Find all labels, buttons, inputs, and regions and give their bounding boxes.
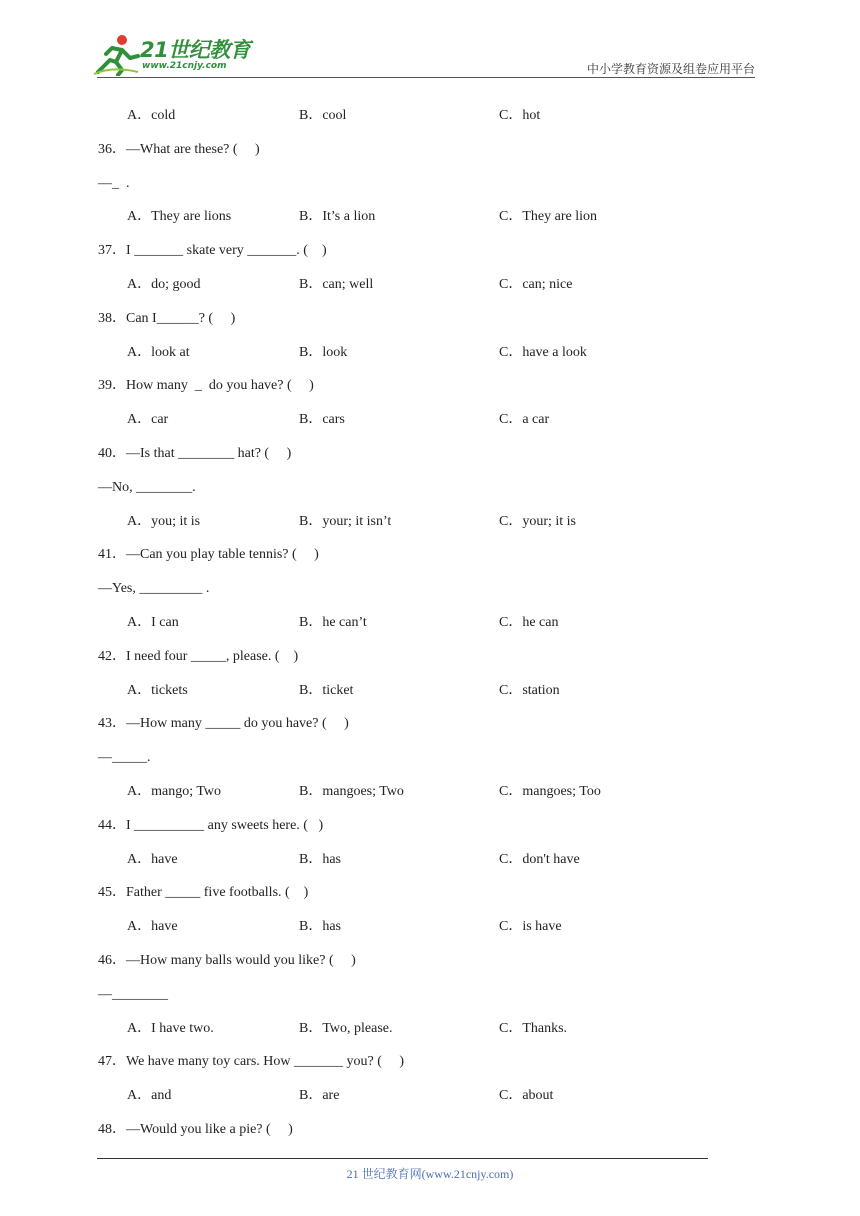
option-a: A．tickets <box>127 683 188 698</box>
question-text: 36．—What are these? ( ) <box>98 142 260 157</box>
option-b: B．has <box>299 852 341 867</box>
option-a: A．I can <box>127 615 179 630</box>
question-text: 40．—Is that ________ hat? ( ) <box>98 446 292 461</box>
option-a: A．They are lions <box>127 209 232 224</box>
option-a: A．and <box>127 1088 172 1103</box>
option-c: C．is have <box>499 919 562 934</box>
option-c: C．he can <box>499 615 559 630</box>
question-text: —_____. <box>98 750 151 765</box>
option-b: B．he can’t <box>299 615 367 630</box>
question-text: 47．We have many toy cars. How _______ you? ( ) <box>98 1054 405 1069</box>
footer-text: 21 世纪教育网(www.21cnjy.com) <box>346 1167 514 1181</box>
option-a: A．cold <box>127 108 176 123</box>
option-c: C．a car <box>499 412 550 427</box>
option-a: A．have <box>127 919 178 934</box>
logo-url-text: www.21cnjy.com <box>142 61 227 71</box>
question-text: 39．How many _ do you have? ( ) <box>98 378 314 393</box>
option-c: C．about <box>499 1088 554 1103</box>
option-c: C．Thanks. <box>499 1021 568 1036</box>
option-b: B．can; well <box>299 277 374 292</box>
footer-divider <box>97 1158 708 1159</box>
site-logo <box>92 32 260 78</box>
question-text: 48．—Would you like a pie? ( ) <box>98 1122 293 1137</box>
option-a: A．look at <box>127 345 190 360</box>
question-text: 38．Can I______? ( ) <box>98 311 236 326</box>
option-b: B．Two, please. <box>299 1021 393 1036</box>
option-a: A．you; it is <box>127 514 201 529</box>
option-b: B．your; it isn’t <box>299 514 392 529</box>
option-b: B．are <box>299 1088 340 1103</box>
option-b: B．mangoes; Two <box>299 784 404 799</box>
option-c: C．They are lion <box>499 209 597 224</box>
option-c: C．station <box>499 683 560 698</box>
option-a: A．do; good <box>127 277 201 292</box>
option-a: A．car <box>127 412 169 427</box>
option-c: C．mangoes; Too <box>499 784 601 799</box>
question-text: 46．—How many balls would you like? ( ) <box>98 953 356 968</box>
platform-title: 中小学教育资源及组卷应用平台 <box>586 62 755 76</box>
question-text: —No, ________. <box>98 480 196 495</box>
option-b: B．cars <box>299 412 345 427</box>
option-a: A．have <box>127 852 178 867</box>
question-text: 44．I __________ any sweets here. ( ) <box>98 818 324 833</box>
option-c: C．your; it is <box>499 514 577 529</box>
question-text: —________ <box>98 987 168 1002</box>
option-c: C．can; nice <box>499 277 573 292</box>
option-b: B．look <box>299 345 348 360</box>
option-b: B．ticket <box>299 683 354 698</box>
question-text: 42．I need four _____, please. ( ) <box>98 649 299 664</box>
question-text: 41．—Can you play table tennis? ( ) <box>98 547 319 562</box>
option-c: C．don't have <box>499 852 580 867</box>
question-text: —Yes, _________ . <box>98 581 210 596</box>
option-b: B．cool <box>299 108 347 123</box>
logo-brand-text: 21世纪教育 <box>140 38 251 62</box>
question-text: 37．I _______ skate very _______. ( ) <box>98 243 327 258</box>
option-a: A．mango; Two <box>127 784 222 799</box>
option-c: C．hot <box>499 108 541 123</box>
header-divider <box>97 77 755 78</box>
page-header <box>0 0 860 80</box>
question-text: 43．—How many _____ do you have? ( ) <box>98 716 349 731</box>
option-a: A．I have two. <box>127 1021 214 1036</box>
question-text: 45．Father _____ five footballs. ( ) <box>98 885 309 900</box>
option-b: B．has <box>299 919 341 934</box>
option-c: C．have a look <box>499 345 587 360</box>
question-text: —_ . <box>98 176 130 191</box>
runner-logo-icon <box>92 32 142 76</box>
option-b: B．It’s a lion <box>299 209 376 224</box>
